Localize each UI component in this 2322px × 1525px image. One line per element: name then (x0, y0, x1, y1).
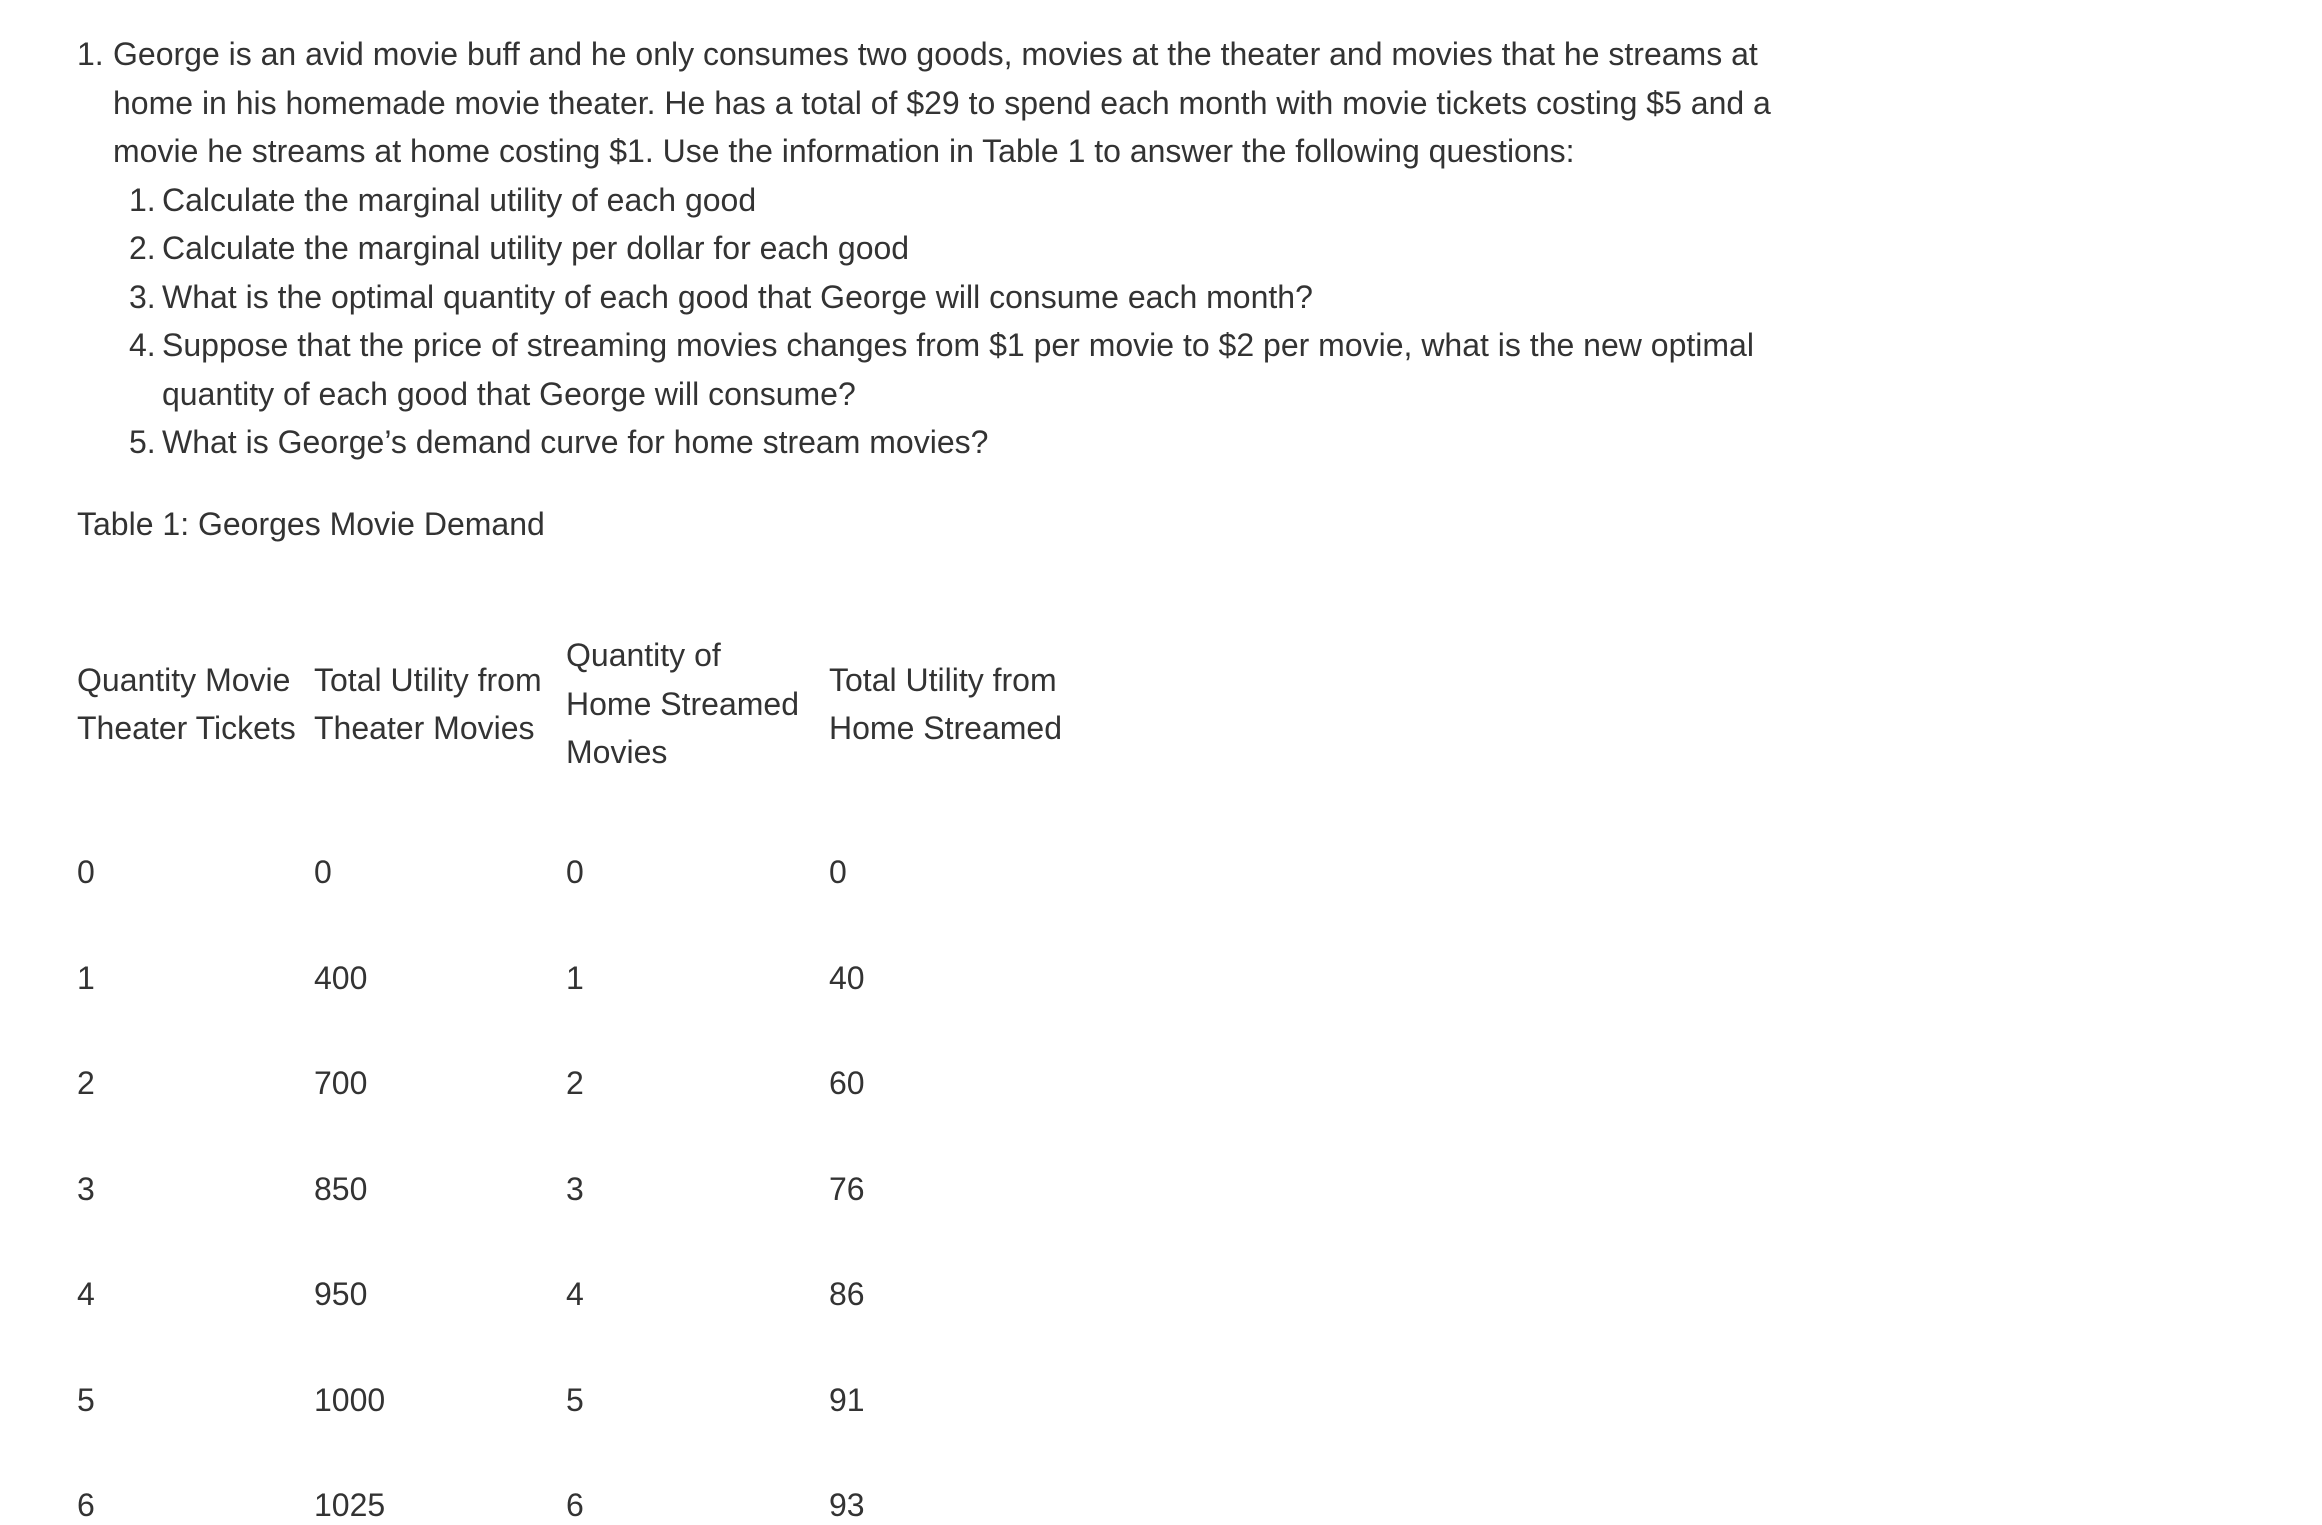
subquestion-number: 1. (129, 181, 156, 218)
subquestion-text: Calculate the marginal utility of each good (162, 181, 757, 218)
header-line: Quantity Movie (77, 661, 291, 698)
subquestion-number: 2. (129, 230, 156, 266)
subquestion-text: What is George’s demand curve for home stream movies? (162, 424, 989, 460)
question-text: George is an avid movie buff and he only consumes two goods, movies at the theater and movies that he streams at home in his homemade movie theater. He has a total of $29 to spend each month with movie tickets costing $5 and a movie he streams at home costing $1. Use the information in Table 1 to answer the following questions: (113, 36, 1771, 169)
cell-quantity-theater: 4 (77, 1276, 95, 1312)
cell-utility-streamed: 60 (829, 1065, 865, 1101)
cell-quantity-theater: 6 (77, 1487, 95, 1523)
cell-utility-theater: 950 (314, 1276, 368, 1312)
subquestion-3 (129, 273, 2277, 322)
header-utility-streamed (829, 656, 1089, 753)
header-line: Total Utility from (829, 661, 1057, 698)
cell-utility-theater: 850 (314, 1170, 368, 1207)
header-line: Movies (566, 734, 668, 771)
subquestion-number: 5. (129, 424, 156, 460)
header-line: Theater Movies (314, 710, 535, 746)
cell-utility-theater: 1000 (314, 1381, 386, 1418)
header-line: Theater Tickets (77, 710, 296, 746)
header-quantity-streamed (566, 631, 826, 777)
table-caption: Table 1: Georges Movie Demand (77, 506, 545, 542)
cell-quantity-theater: 0 (77, 854, 95, 890)
cell-quantity-streamed: 2 (566, 1065, 584, 1101)
header-line: Home Streamed (829, 710, 1062, 746)
cell-utility-theater: 400 (314, 959, 368, 996)
cell-quantity-streamed: 6 (566, 1487, 584, 1523)
cell-quantity-theater: 2 (77, 1065, 95, 1101)
subquestion-2 (129, 224, 2277, 273)
cell-quantity-streamed: 1 (566, 959, 584, 996)
subquestion-number: 4. (129, 327, 156, 363)
subquestion-5 (129, 418, 2277, 467)
cell-quantity-streamed: 4 (566, 1276, 584, 1312)
cell-utility-streamed: 91 (829, 1381, 865, 1418)
cell-utility-theater: 1025 (314, 1487, 386, 1523)
cell-utility-streamed: 86 (829, 1276, 865, 1312)
cell-utility-streamed: 93 (829, 1487, 865, 1523)
cell-quantity-streamed: 5 (566, 1381, 584, 1418)
cell-utility-streamed: 40 (829, 959, 865, 996)
cell-utility-streamed: 0 (829, 854, 847, 890)
cell-quantity-theater: 1 (77, 959, 95, 996)
question-1 (77, 30, 2277, 467)
cell-quantity-streamed: 3 (566, 1170, 584, 1207)
cell-utility-streamed: 76 (829, 1170, 865, 1207)
question-number: 1. (77, 36, 104, 72)
cell-utility-theater: 700 (314, 1065, 368, 1101)
subquestion-4 (129, 321, 2277, 418)
document-page (77, 30, 2277, 1523)
header-line: Total Utility from (314, 661, 542, 698)
header-line: Home Streamed (566, 685, 799, 722)
subquestion-number: 3. (129, 278, 156, 315)
subquestion-text: Suppose that the price of streaming movies changes from $1 per movie to $2 per movie, what is the new optimal quantity of each good that George will consume? (162, 327, 1754, 412)
cell-utility-theater: 0 (314, 854, 332, 890)
cell-quantity-streamed: 0 (566, 854, 584, 890)
subquestion-text: Calculate the marginal utility per dollar for each good (162, 230, 910, 266)
header-line: Quantity of (566, 637, 721, 674)
subquestion-text: What is the optimal quantity of each good that George will consume each month? (162, 278, 1313, 315)
cell-quantity-theater: 3 (77, 1170, 95, 1207)
cell-quantity-theater: 5 (77, 1381, 95, 1418)
header-utility-theater (314, 656, 574, 753)
subquestion-list (129, 176, 2277, 467)
subquestion-1 (129, 176, 2277, 225)
header-quantity-theater (77, 656, 337, 753)
